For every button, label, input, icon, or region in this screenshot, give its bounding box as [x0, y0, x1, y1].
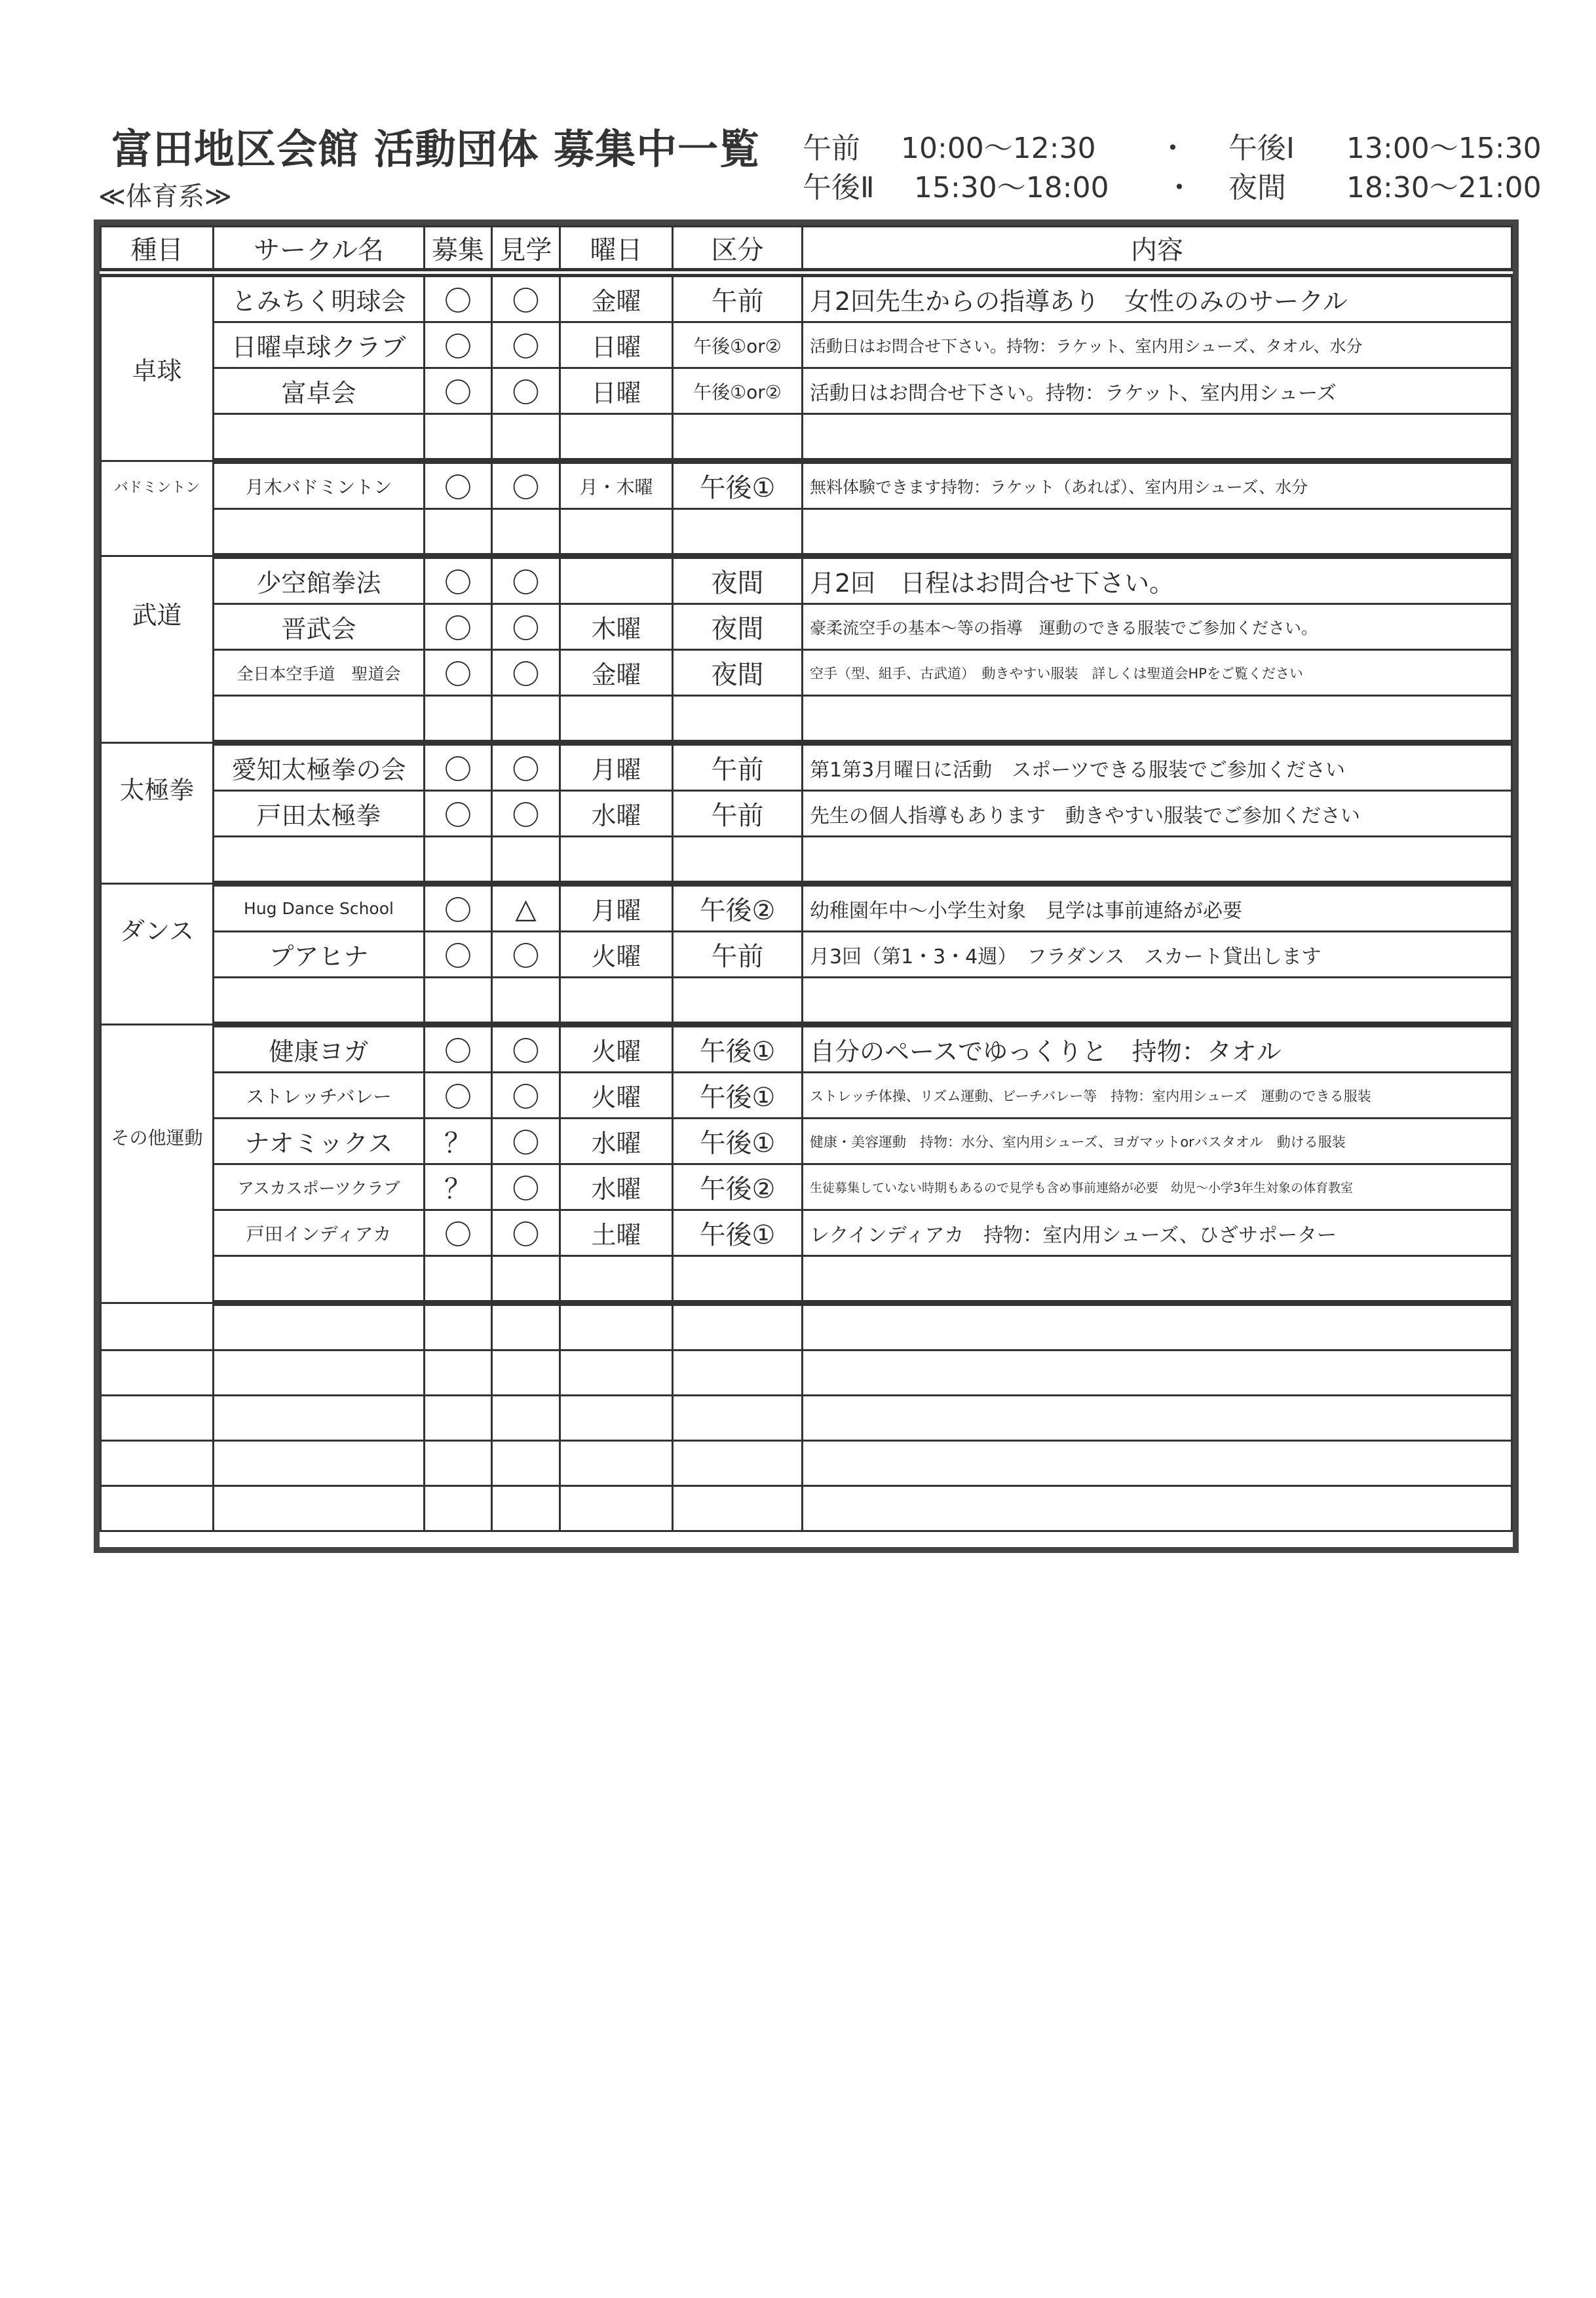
category-cell: ダンス: [101, 884, 214, 1025]
empty-row: [101, 696, 1512, 743]
category-cell: 卓球: [101, 273, 214, 461]
time-slot-line-1: [803, 126, 1542, 165]
recruit-mark: 〇: [425, 791, 492, 837]
visit-mark: 〇: [492, 368, 560, 414]
column-header-day: 曜日: [560, 227, 673, 273]
description-cell: レクインディアカ 持物：室内用シューズ、ひざサポーター: [803, 1210, 1512, 1256]
recruit-mark: 〇: [425, 1210, 492, 1256]
slot-label-night: 夜間: [1228, 171, 1286, 204]
circle-name: 晋武会: [214, 604, 425, 650]
table-row: [101, 743, 1512, 791]
section-subtitle: ≪体育系≫: [98, 182, 232, 212]
table-row: [101, 604, 1512, 650]
description-cell: 生徒募集していない時期もあるので見学も含め事前連絡が必要 幼児～小学3年生対象の体育教室: [803, 1164, 1512, 1210]
slot-cell: 午前: [673, 932, 803, 978]
slot-cell: 午後②: [673, 884, 803, 932]
recruit-mark: 〇: [425, 932, 492, 978]
recruit-mark: 〇: [425, 884, 492, 932]
recruit-mark: 〇: [425, 322, 492, 368]
time-slot-legend: [803, 126, 1542, 204]
visit-mark: 〇: [492, 791, 560, 837]
slot-separator: ・: [1165, 171, 1194, 204]
description-cell: 先生の個人指導もあります 動きやすい服装でご参加ください: [803, 791, 1512, 837]
table-row: [101, 791, 1512, 837]
slot-time-afternoon-1: 13:00～15:30: [1346, 132, 1542, 165]
visit-mark: 〇: [492, 743, 560, 791]
empty-row: [101, 1396, 1512, 1441]
visit-mark: 〇: [492, 932, 560, 978]
description-cell: 月3回（第1・3・4週） フラダンス スカート貸出します: [803, 932, 1512, 978]
slot-label-afternoon-2: 午後Ⅱ: [803, 171, 875, 204]
table-row: [101, 1164, 1512, 1210]
circle-name: 全日本空手道 聖道会: [214, 650, 425, 696]
description-cell: 健康・美容運動 持物：水分、室内用シューズ、ヨガマットorバスタオル 動ける服装: [803, 1119, 1512, 1164]
empty-row: [101, 509, 1512, 556]
visit-mark: 〇: [492, 1119, 560, 1164]
recruit-mark: 〇: [425, 650, 492, 696]
empty-row: [101, 414, 1512, 461]
circle-name: 月木バドミントン: [214, 461, 425, 509]
visit-mark: 〇: [492, 1210, 560, 1256]
recruit-mark: ？: [425, 1164, 492, 1210]
description-cell: 活動日はお問合せ下さい。持物：ラケット、室内用シューズ、タオル、水分: [803, 322, 1512, 368]
day-cell: 木曜: [560, 604, 673, 650]
slot-cell: 午後①: [673, 1025, 803, 1073]
slot-cell: 午後①: [673, 461, 803, 509]
description-cell: 月2回先生からの指導あり 女性のみのサークル: [803, 273, 1512, 322]
day-cell: 月曜: [560, 743, 673, 791]
visit-mark: △: [492, 884, 560, 932]
day-cell: 日曜: [560, 322, 673, 368]
slot-cell: 午後①: [673, 1119, 803, 1164]
day-cell: 日曜: [560, 368, 673, 414]
slot-cell: 夜間: [673, 604, 803, 650]
table-row: [101, 1073, 1512, 1119]
description-cell: 活動日はお問合せ下さい。持物：ラケット、室内用シューズ: [803, 368, 1512, 414]
description-cell: 豪柔流空手の基本～等の指導 運動のできる服装でご参加ください。: [803, 604, 1512, 650]
empty-row: [101, 978, 1512, 1025]
table-row: [101, 1210, 1512, 1256]
recruit-mark: 〇: [425, 461, 492, 509]
circle-name: プアヒナ: [214, 932, 425, 978]
column-header-visit: 見学: [492, 227, 560, 273]
circle-name: 愛知太極拳の会: [214, 743, 425, 791]
circle-name: 富卓会: [214, 368, 425, 414]
description-cell: ストレッチ体操、リズム運動、ビーチバレー等 持物：室内用シューズ 運動のできる服装: [803, 1073, 1512, 1119]
description-cell: 月2回 日程はお問合せ下さい。: [803, 556, 1512, 604]
time-slot-line-2: [803, 165, 1542, 204]
visit-mark: 〇: [492, 322, 560, 368]
empty-row: [101, 1256, 1512, 1303]
day-cell: 火曜: [560, 1025, 673, 1073]
recruit-mark: 〇: [425, 273, 492, 322]
visit-mark: 〇: [492, 273, 560, 322]
category-cell: その他運動: [101, 1025, 214, 1303]
visit-mark: 〇: [492, 556, 560, 604]
circle-name: ストレッチバレー: [214, 1073, 425, 1119]
circle-name: アスカスポーツクラブ: [214, 1164, 425, 1210]
circle-name: 日曜卓球クラブ: [214, 322, 425, 368]
circle-name: 戸田太極拳: [214, 791, 425, 837]
day-cell: 金曜: [560, 273, 673, 322]
empty-row: [101, 1486, 1512, 1531]
recruit-mark: ？: [425, 1119, 492, 1164]
day-cell: 土曜: [560, 1210, 673, 1256]
category-cell: 太極拳: [101, 743, 214, 884]
activity-groups-table: [94, 220, 1519, 1553]
column-header-recruiting: 募集: [425, 227, 492, 273]
table-row: [101, 650, 1512, 696]
circle-name: 健康ヨガ: [214, 1025, 425, 1073]
recruit-mark: 〇: [425, 368, 492, 414]
circle-name: 戸田インディアカ: [214, 1210, 425, 1256]
description-cell: 自分のペースでゆっくりと 持物：タオル: [803, 1025, 1512, 1073]
slot-cell: 午後①or②: [673, 322, 803, 368]
slot-time-afternoon-2: 15:30～18:00: [914, 171, 1109, 204]
circle-name: ナオミックス: [214, 1119, 425, 1164]
table-row: [101, 932, 1512, 978]
category-cell: バドミントン: [101, 461, 214, 556]
column-header-circle-name: サークル名: [214, 227, 425, 273]
description-cell: 空手（型、組手、古武道） 動きやすい服装 詳しくは聖道会HPをご覧ください: [803, 650, 1512, 696]
day-cell: 火曜: [560, 1073, 673, 1119]
description-cell: 無料体験できます持物：ラケット（あれば）、室内用シューズ、水分: [803, 461, 1512, 509]
page-title: 富田地区会館 活動団体 募集中一覧: [111, 125, 761, 173]
day-cell: 金曜: [560, 650, 673, 696]
day-cell: 火曜: [560, 932, 673, 978]
table-row: [101, 322, 1512, 368]
slot-time-night: 18:30～21:00: [1346, 171, 1542, 204]
table-row: [101, 273, 1512, 322]
day-cell: 月曜: [560, 884, 673, 932]
column-header-category: 種目: [101, 227, 214, 273]
day-cell: 月・木曜: [560, 461, 673, 509]
table-row: [101, 884, 1512, 932]
slot-cell: 午前: [673, 743, 803, 791]
visit-mark: 〇: [492, 604, 560, 650]
visit-mark: 〇: [492, 461, 560, 509]
visit-mark: 〇: [492, 650, 560, 696]
empty-row: [101, 1303, 1512, 1350]
description-cell: 幼稚園年中～小学生対象 見学は事前連絡が必要: [803, 884, 1512, 932]
slot-cell: 午後①: [673, 1073, 803, 1119]
visit-mark: 〇: [492, 1025, 560, 1073]
slot-label-morning: 午前: [803, 132, 860, 165]
day-cell: 水曜: [560, 1119, 673, 1164]
table-row: [101, 1025, 1512, 1073]
empty-row: [101, 1441, 1512, 1486]
slot-label-afternoon-1: 午後Ⅰ: [1228, 132, 1295, 165]
slot-cell: 午後②: [673, 1164, 803, 1210]
recruit-mark: 〇: [425, 1025, 492, 1073]
visit-mark: 〇: [492, 1164, 560, 1210]
day-cell: 水曜: [560, 1164, 673, 1210]
recruit-mark: 〇: [425, 743, 492, 791]
table-row: [101, 1119, 1512, 1164]
column-header-time-slot: 区分: [673, 227, 803, 273]
day-cell: [560, 556, 673, 604]
empty-row: [101, 837, 1512, 884]
circle-name: Hug Dance School: [214, 884, 425, 932]
slot-separator: ・: [1158, 132, 1187, 165]
day-cell: 水曜: [560, 791, 673, 837]
slot-cell: 夜間: [673, 650, 803, 696]
visit-mark: 〇: [492, 1073, 560, 1119]
circle-name: とみちく明球会: [214, 273, 425, 322]
circle-name: 少空館拳法: [214, 556, 425, 604]
column-header-description: 内容: [803, 227, 1512, 273]
slot-cell: 夜間: [673, 556, 803, 604]
slot-time-morning: 10:00～12:30: [901, 132, 1096, 165]
slot-cell: 午前: [673, 791, 803, 837]
description-cell: 第1第3月曜日に活動 スポーツできる服装でご参加ください: [803, 743, 1512, 791]
table-row: [101, 461, 1512, 509]
slot-cell: 午後①: [673, 1210, 803, 1256]
slot-cell: 午前: [673, 273, 803, 322]
recruit-mark: 〇: [425, 604, 492, 650]
table-row: [101, 368, 1512, 414]
slot-cell: 午後①or②: [673, 368, 803, 414]
recruit-mark: 〇: [425, 1073, 492, 1119]
empty-row: [101, 1350, 1512, 1396]
category-cell: 武道: [101, 556, 214, 743]
table-header-row: [101, 227, 1512, 273]
table-row: [101, 556, 1512, 604]
recruit-mark: 〇: [425, 556, 492, 604]
